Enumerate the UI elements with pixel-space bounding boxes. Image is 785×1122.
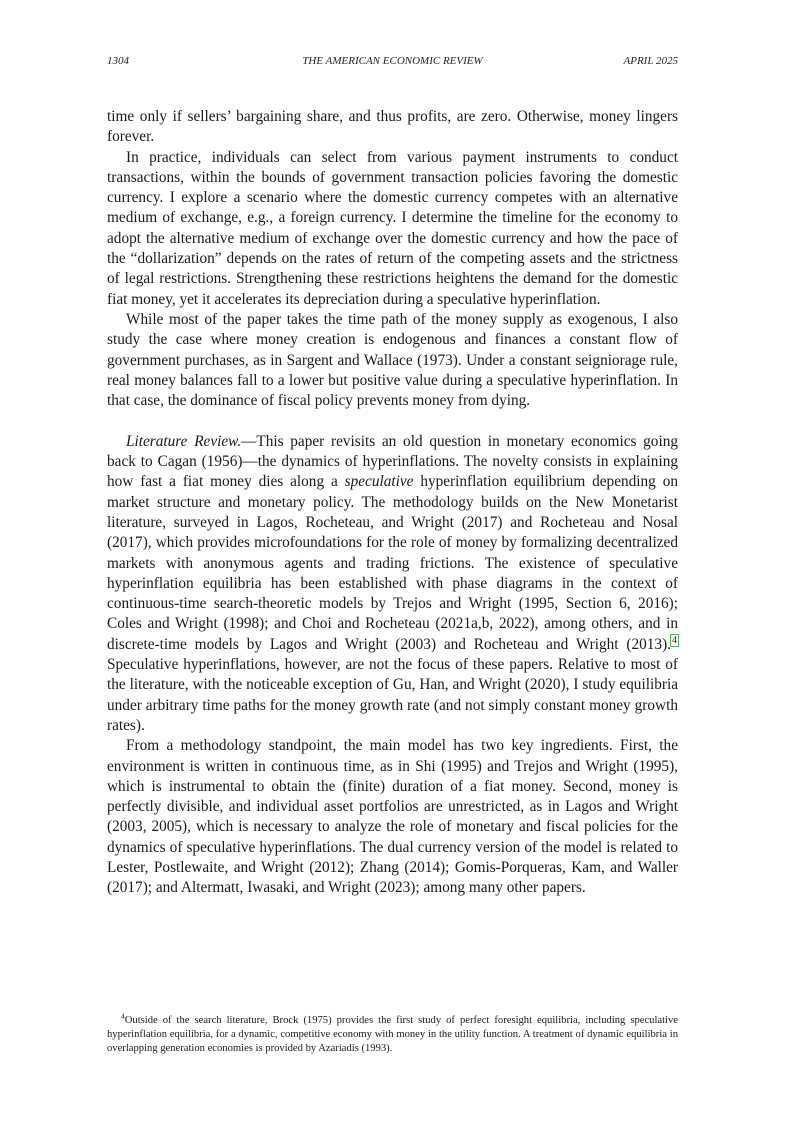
paragraph-methodology: From a methodology standpoint, the main model has two key ingredients. First, the environment is written in continuous time, as in Shi (1995) and Trejos and Wright (1995), which is instrumental to obtain the (finite) duration of a fiat money. Second, money is perfectly divisible, and individual asset portfolios are unrestricted, as in Lagos and Wright (2003, 2005), which is necessary to analyze the role of monetary and fiscal policies for the dynamics of speculative hyperinflations. The dual currency version of the model is related to Lester, Postlewaite, and Wright (2012); Zhang (2014); Gomis-Porqueras, Kam, and Waller (2017); and Altermatt, Iwasaki, and Wright (2023); among many other papers. — [107, 737, 678, 897]
lit-text-b: hyperinflation equilibrium depending on market structure and monetary policy. The methodology builds on the New Monetarist literature, surveyed in Lagos, Rocheteau, and Wright (2017) and Rocheteau and Nosal (2017), which provides microfoundations for the role of money by formalizing decentralized markets with anonymous agents and trading frictions. The existence of speculative hyperinflation equilibria has been established with phase diagrams in the context of continuous-time search-theoretic models by Trejos and Wright (1995, Section 6, 2016); Coles and Wright (1998); and Choi and Rocheteau (2021a,b, 2022), among others, and in discrete-time models by Lagos and Wright (2003) and Rocheteau and Wright (2013). — [107, 473, 678, 653]
body-text — [107, 107, 678, 899]
paragraph-fiscal-policy: While most of the paper takes the time path of the money supply as exogenous, I also study the case where money creation is endogenous and finances a constant flow of government purchases, as in Sargent and Wallace (1973). Under a constant seigniorage rule, real money balances fall to a lower but positive value during a speculative hyperinflation. In that case, the dominance of fiscal policy prevents money from dying. — [107, 310, 678, 410]
paragraph-continuation: time only if sellers’ bargaining share, and thus profits, are zero. Otherwise, money lingers forever. — [107, 108, 678, 146]
lit-emphasis: speculative — [344, 473, 414, 491]
footnote-reference-link[interactable]: 4 — [672, 634, 677, 646]
section-heading-literature-review: Literature Review. — [126, 432, 242, 450]
footnote-paragraph — [107, 1011, 678, 1056]
footnote-number: 4 — [121, 1011, 125, 1021]
footnote-text: Outside of the search literature, Brock (1975) provides the first study of perfect foresight equilibria, including speculative hyperinflation equilibria, for a dynamic, competitive economy with money in the utility function. A treatment of dynamic equilibria in overlapping generation economies is provided by Azariadis (1993). — [107, 1015, 678, 1054]
paragraph-dollarization: In practice, individuals can select from various payment instruments to conduct transactions, within the bounds of government transaction policies favoring the domestic currency. I explore a scenario where the domestic currency competes with an alternative medium of exchange, e.g., a foreign currency. I determine the timeline for the economy to adopt the alternative medium of exchange over the domestic currency and how the pace of the “dollarization” depends on the rates of return of the competing assets and the strictness of legal restrictions. Strengthening these restrictions heightens the demand for the domestic fiat money, yet it accelerates its depreciation during a speculative hyperinflation. — [107, 148, 678, 308]
paragraph-literature-review — [107, 432, 678, 736]
lit-text-a: —This paper revisits an old question in monetary economics going back to Cagan (1956)—the dynamics of hyperinflations. The novelty consists in explaining how fast a fiat money dies along a — [107, 432, 679, 491]
footnote — [107, 1011, 678, 1056]
page-number: 1304 — [107, 55, 129, 67]
journal-title: THE AMERICAN ECONOMIC REVIEW — [302, 55, 483, 67]
lit-text-c: Speculative hyperinflations, however, are not the focus of these papers. Relative to most of the literature, with the noticeable exception of Gu, Han, and Wright (2020), I study equilibria under arbitrary time paths for the money growth rate (and not simply constant money growth rates). — [107, 656, 678, 734]
running-header — [107, 55, 678, 71]
issue-date: APRIL 2025 — [623, 55, 678, 67]
